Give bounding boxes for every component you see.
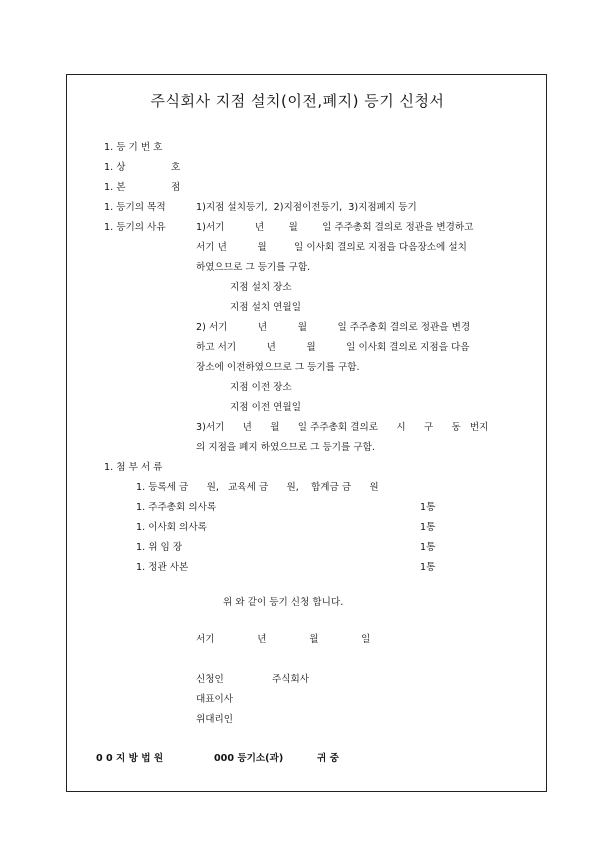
attachment-count: 1통	[420, 562, 436, 573]
agent-label: 위대리인	[196, 714, 234, 725]
attachment-fees: 1. 등록세 금 원, 교육세 금 원, 합계금 금 원	[136, 482, 379, 493]
attachment-item: 1. 이사회 의사록	[136, 522, 207, 533]
attachment-item: 1. 위 임 장	[136, 542, 183, 553]
application-statement: 위 와 같이 등기 신청 합니다.	[223, 597, 344, 608]
registration-purpose-value: 1)지점 설치등기, 2)지점이전등기, 3)지점폐지 등기	[196, 202, 417, 213]
attachment-count: 1통	[420, 542, 436, 553]
applicant-company: 주식회사	[272, 674, 310, 685]
reason-2-line-2: 하고 서기 년 월 일 이사회 결의로 지점을 다음	[196, 342, 470, 353]
branch-install-location: 지점 설치 장소	[230, 282, 292, 293]
branch-install-date: 지점 설치 연월일	[230, 302, 301, 313]
head-office-label-part2: 점	[171, 182, 181, 193]
attachment-item: 1. 주주총회 의사록	[136, 502, 217, 513]
applicant-label: 신청인	[196, 674, 224, 685]
company-name-label-part2: 호	[171, 162, 181, 173]
reason-1-line-2: 서기 년 월 일 이사회 결의로 지점을 다음장소에 설치	[196, 242, 467, 253]
attachment-count: 1통	[420, 522, 436, 533]
district-court: 0 0 지 방 법 원	[96, 753, 164, 764]
reason-2-line-1: 2) 서기 년 월 일 주주총회 결의로 정관을 변경	[196, 322, 471, 333]
branch-move-location: 지점 이전 장소	[230, 382, 292, 393]
honorific: 귀 중	[317, 753, 339, 764]
head-office-label-part1: 1. 본	[104, 182, 126, 193]
representative-director: 대표이사	[196, 694, 234, 705]
registry-office: 000 등기소(과)	[214, 753, 284, 764]
reason-3-line-2: 의 지점을 폐지 하였으므로 그 등기를 구함.	[196, 442, 375, 453]
branch-move-date: 지점 이전 연월일	[230, 402, 301, 413]
attachment-count: 1통	[420, 502, 436, 513]
document-title: 주식회사 지점 설치(이전,폐지) 등기 신청서	[150, 92, 445, 110]
reason-2-line-3: 장소에 이전하였으므로 그 등기를 구함.	[196, 362, 360, 373]
registration-reason-label: 1. 등기의 사유	[104, 222, 166, 233]
reason-1-line-3: 하였으므로 그 등기를 구함.	[196, 262, 311, 273]
reason-3-line-1: 3)서기 년 월 일 주주총회 결의로 시 구 동 번지	[196, 422, 489, 433]
company-name-label-part1: 1. 상	[104, 162, 126, 173]
reason-1-line-1: 1)서기 년 월 일 주주총회 결의로 정관을 변경하고	[196, 222, 474, 233]
application-date: 서기 년 월 일	[196, 634, 371, 645]
attachment-item: 1. 정관 사본	[136, 562, 189, 573]
attachments-label: 1. 첨 부 서 류	[104, 462, 163, 473]
registration-number-label: 1. 등 기 번 호	[104, 142, 163, 153]
registration-purpose-label: 1. 등기의 목적	[104, 202, 166, 213]
